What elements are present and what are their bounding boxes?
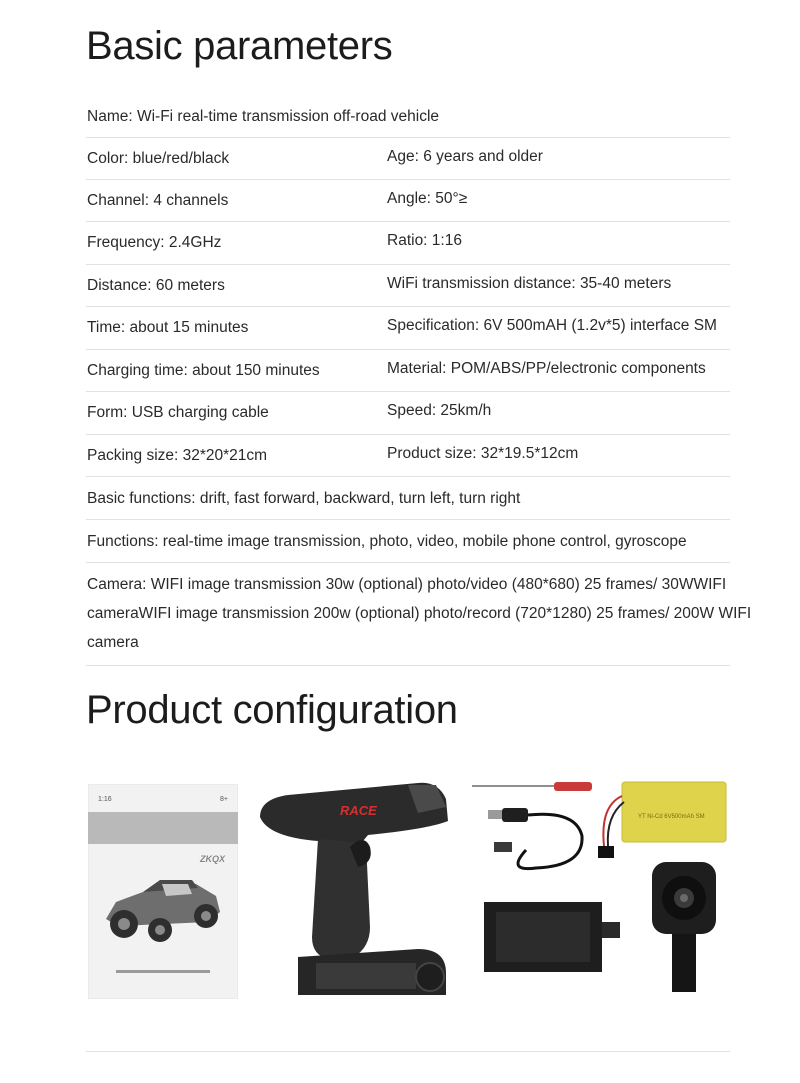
spec-color: Color: blue/red/black	[87, 150, 230, 167]
phone-holder-illustration	[484, 902, 620, 972]
spec-functions: Functions: real-time image transmission, photo, video, mobile phone control, gyroscope	[87, 533, 687, 550]
controller-logo-text: RACE	[340, 803, 377, 818]
spec-row-basic-functions	[86, 477, 730, 520]
spec-row	[86, 222, 730, 265]
bottom-divider	[86, 1051, 730, 1052]
spec-row	[86, 180, 730, 223]
manual-logo-text: ZKQX	[200, 854, 226, 864]
battery-label-text: YT Ni-Cd 6V500mAh SM	[638, 814, 705, 820]
spec-row	[86, 350, 730, 393]
basic-parameters-heading: Basic parameters	[86, 24, 393, 68]
spec-camera: Camera: WIFI image transmission 30w (optional) photo/video (480*680) 25 frames/ 30WWIFI cameraWIFI image transmission 200w (optional) photo/record (720*1280) 25 frames/ 200W WIFI camera	[87, 575, 752, 651]
spec-angle: Angle: 50°≥	[387, 189, 468, 207]
spec-wifi-distance: WiFi transmission distance: 35-40 meters	[387, 274, 672, 292]
spec-basic-functions: Basic functions: drift, fast forward, backward, turn left, turn right	[87, 490, 521, 507]
spec-name: Name: Wi-Fi real-time transmission off-road vehicle	[87, 108, 440, 125]
spec-row	[86, 392, 730, 435]
spec-row-functions	[86, 520, 730, 563]
spec-table	[86, 96, 752, 666]
product-configuration-heading: Product configuration	[86, 688, 458, 732]
spec-ratio: Ratio: 1:16	[387, 232, 462, 249]
usb-cable-illustration	[488, 808, 582, 869]
spec-specification: Specification: 6V 500mAH (1.2v*5) interface SM	[387, 317, 717, 334]
spec-form: Form: USB charging cable	[87, 404, 269, 421]
spec-speed: Speed: 25km/h	[387, 402, 492, 419]
spec-row	[86, 265, 730, 308]
spec-channel: Channel: 4 channels	[87, 191, 229, 209]
spec-row	[86, 138, 730, 180]
spec-row	[86, 307, 730, 350]
spec-row-camera	[86, 563, 752, 666]
spec-frequency: Frequency: 2.4GHz	[87, 234, 222, 251]
spec-charging-time: Charging time: about 150 minutes	[87, 361, 320, 379]
spec-age: Age: 6 years and older	[387, 148, 543, 165]
manual-age-text: 8+	[220, 796, 228, 803]
spec-product-size: Product size: 32*19.5*12cm	[387, 444, 579, 462]
remote-controller-image	[258, 777, 450, 1000]
spec-row-name	[86, 96, 730, 138]
camera-module-illustration	[652, 862, 716, 992]
manual-image	[88, 784, 238, 999]
screwdriver-illustration	[472, 782, 592, 791]
manual-scale-text: 1:16	[98, 796, 112, 803]
spec-distance: Distance: 60 meters	[87, 276, 225, 294]
spec-packing-size: Packing size: 32*20*21cm	[87, 446, 268, 464]
spec-time: Time: about 15 minutes	[87, 319, 249, 336]
battery-illustration	[598, 782, 726, 858]
spec-row	[86, 435, 730, 478]
accessories-image	[466, 776, 730, 1001]
spec-material: Material: POM/ABS/PP/electronic components	[387, 359, 706, 377]
